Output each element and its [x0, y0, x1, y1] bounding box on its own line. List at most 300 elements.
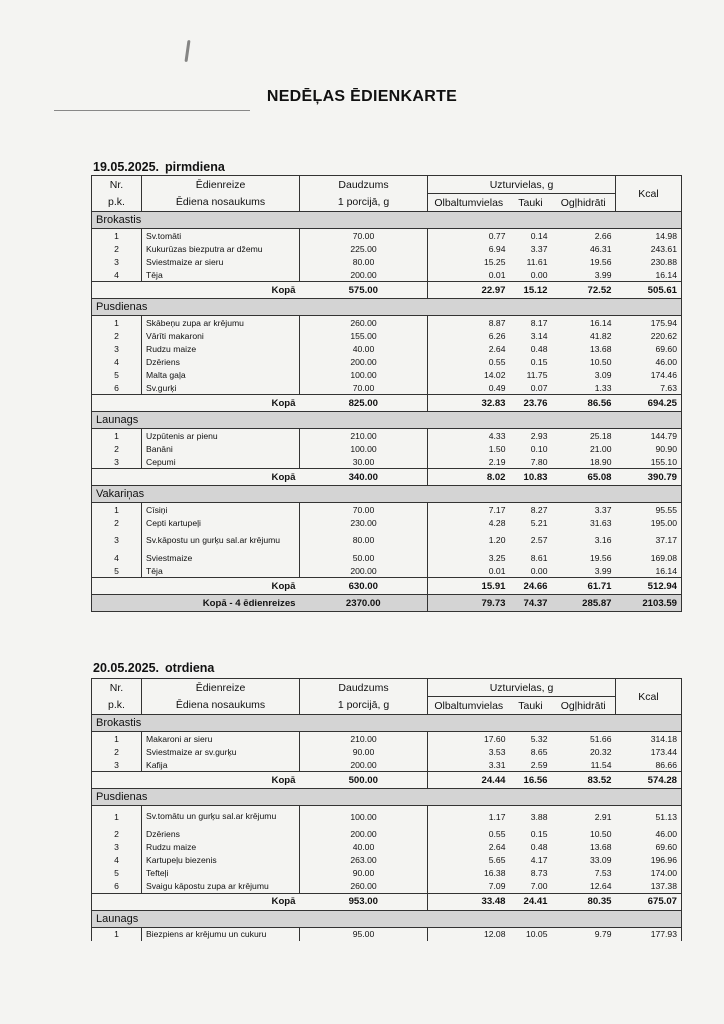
total-qty: 340.00 [300, 469, 428, 486]
item-protein: 0.77 [428, 229, 510, 243]
item-name: Sv.tomāti [142, 229, 300, 243]
total-kcal: 675.07 [616, 893, 682, 910]
item-protein: 3.31 [428, 758, 510, 772]
item-carbs: 10.50 [589, 356, 612, 367]
table-row [92, 355, 682, 368]
item-qty: 80.00 [352, 535, 375, 545]
item-qty: 210.00 [350, 733, 377, 744]
col-qty: Daudzums [300, 176, 428, 194]
item-name: Kafija [142, 758, 300, 772]
item-carbs: 46.31 [589, 243, 612, 254]
table-row [92, 368, 682, 381]
item-name: Dzēriens [142, 828, 300, 841]
item-protein: 3.25 [428, 551, 510, 564]
item-qty: 210.00 [350, 430, 377, 441]
item-nr: 2 [114, 243, 119, 254]
item-qty: 70.00 [352, 230, 375, 241]
day-title [93, 661, 214, 675]
item-protein: 6.26 [428, 329, 510, 342]
item-protein: 1.17 [428, 806, 510, 828]
item-fat: 8.73 [530, 868, 548, 878]
item-carbs: 16.14 [589, 317, 612, 328]
item-kcal: 169.08 [650, 552, 677, 563]
item-carbs: 12.64 [589, 881, 612, 891]
item-nr: 6 [114, 382, 119, 393]
item-protein: 4.28 [428, 516, 510, 529]
item-name: Cīsiņi [142, 503, 300, 517]
item-protein: 14.02 [428, 368, 510, 381]
total-qty: 575.00 [300, 282, 428, 299]
col-fat: Tauki [518, 699, 543, 712]
col-meal-sub: Ēdiena nosaukums [142, 194, 300, 212]
item-protein: 5.65 [428, 854, 510, 867]
total-qty: 825.00 [300, 395, 428, 412]
col-qty-sub: 1 porcijā, g [300, 697, 428, 715]
item-name: Sv.kāpostu un gurķu sal.ar krējumu [142, 529, 300, 551]
item-kcal: 137.38 [650, 881, 677, 891]
item-carbs: 21.00 [589, 443, 612, 454]
page-title: NEDĒĻAS ĒDIENKARTE [266, 88, 458, 105]
item-fat: 11.61 [526, 256, 548, 267]
table-row [92, 342, 682, 355]
item-carbs: 3.16 [594, 535, 612, 545]
day-total-qty: 2370.00 [300, 595, 428, 612]
item-fat: 0.15 [530, 356, 548, 367]
item-kcal: 177.93 [650, 929, 677, 939]
item-fat: 8.27 [530, 504, 548, 515]
item-fat: 2.57 [530, 535, 548, 545]
col-qty-sub: 1 porcijā, g [300, 194, 428, 212]
col-protein: Olbaltumvielas [428, 697, 510, 715]
item-kcal: 220.62 [650, 330, 677, 341]
item-fat: 7.00 [530, 881, 548, 891]
table-row [92, 381, 682, 395]
meal-total-row [92, 893, 682, 910]
total-label: Kopā [142, 282, 300, 299]
item-protein: 2.19 [428, 455, 510, 469]
item-carbs: 33.09 [589, 855, 612, 865]
table-row [92, 880, 682, 894]
item-carbs: 13.68 [589, 343, 612, 354]
col-nutrients: Uzturvielas, g [428, 679, 616, 697]
item-qty: 100.00 [350, 369, 377, 380]
item-protein: 7.09 [428, 880, 510, 894]
day-total-protein: 79.73 [428, 595, 510, 612]
item-nr: 5 [114, 369, 119, 380]
menu-table [91, 678, 682, 941]
table-row [92, 841, 682, 854]
day-total-kcal: 2103.59 [616, 595, 682, 612]
item-nr: 1 [114, 317, 119, 328]
item-nr: 4 [114, 552, 119, 563]
col-fat: Tauki [518, 196, 543, 209]
total-carbs: 72.52 [552, 282, 616, 299]
total-label: Kopā [142, 893, 300, 910]
table-row [92, 316, 682, 330]
total-fat: 16.56 [510, 772, 552, 789]
item-fat: 8.61 [530, 552, 548, 563]
item-protein: 1.50 [428, 442, 510, 455]
table-row [92, 516, 682, 529]
item-name: Makaroni ar sieru [142, 732, 300, 746]
item-protein: 16.38 [428, 867, 510, 880]
item-carbs: 2.91 [594, 811, 612, 822]
item-name: Sviestmaize ar sv.gurķu [142, 745, 300, 758]
total-kcal: 512.94 [616, 578, 682, 595]
item-kcal: 314.18 [650, 733, 677, 744]
item-carbs: 3.09 [594, 369, 612, 380]
item-nr: 1 [114, 929, 119, 939]
item-name: Uzpūtenis ar pienu [142, 429, 300, 443]
meal-header: Launags [92, 412, 682, 429]
item-nr: 1 [114, 733, 119, 744]
item-kcal: 155.10 [650, 456, 677, 467]
item-qty: 90.00 [352, 746, 375, 757]
col-nr-sub: p.k. [108, 699, 125, 712]
item-protein: 0.55 [428, 828, 510, 841]
item-protein: 0.49 [428, 381, 510, 395]
item-kcal: 230.88 [650, 256, 677, 267]
total-fat: 24.66 [510, 578, 552, 595]
col-nutrients: Uzturvielas, g [428, 176, 616, 194]
menu-table [91, 175, 682, 612]
table-row [92, 745, 682, 758]
item-fat: 0.48 [530, 842, 548, 852]
meal-header: Brokastis [92, 212, 682, 229]
meal-header: Pusdienas [92, 789, 682, 806]
day-total-label: Kopā - 4 ēdienreizes [142, 595, 300, 612]
item-qty: 100.00 [350, 443, 377, 454]
item-qty: 70.00 [352, 382, 375, 393]
day-weekday: pirmdiena [165, 160, 225, 174]
total-carbs: 86.56 [552, 395, 616, 412]
item-protein: 12.08 [428, 927, 510, 941]
item-nr: 3 [114, 256, 119, 267]
item-name: Sv.tomātu un gurķu sal.ar krējumu [142, 806, 300, 828]
col-nr: Nr. [92, 176, 142, 194]
item-kcal: 16.14 [655, 269, 677, 280]
col-kcal: Kcal [616, 679, 682, 715]
item-protein: 0.01 [428, 564, 510, 578]
item-nr: 2 [114, 443, 119, 454]
item-kcal: 16.14 [655, 565, 677, 576]
item-name: Skābeņu zupa ar krējumu [142, 316, 300, 330]
item-fat: 4.17 [530, 855, 548, 865]
item-carbs: 7.53 [594, 868, 612, 878]
table-row [92, 927, 682, 941]
table-row [92, 429, 682, 443]
item-protein: 8.87 [428, 316, 510, 330]
item-qty: 260.00 [350, 881, 377, 891]
item-name: Tefteļi [142, 867, 300, 880]
item-nr: 4 [114, 356, 119, 367]
item-kcal: 174.46 [650, 369, 677, 380]
item-qty: 225.00 [350, 243, 377, 254]
item-qty: 230.00 [350, 517, 377, 528]
col-nr-sub: p.k. [108, 196, 125, 209]
item-nr: 3 [114, 456, 119, 467]
meal-total-row [92, 395, 682, 412]
day-total-row [92, 595, 682, 612]
total-kcal: 505.61 [616, 282, 682, 299]
item-carbs: 13.68 [589, 842, 612, 852]
item-name: Kartupeļu biezenis [142, 854, 300, 867]
total-carbs: 61.71 [552, 578, 616, 595]
item-fat: 0.15 [530, 829, 548, 839]
item-kcal: 175.94 [650, 317, 677, 328]
item-qty: 200.00 [350, 565, 377, 576]
item-qty: 200.00 [350, 829, 377, 839]
item-carbs: 19.56 [589, 256, 612, 267]
table-row [92, 828, 682, 841]
item-name: Sviestmaize ar sieru [142, 255, 300, 268]
total-carbs: 80.35 [552, 893, 616, 910]
item-fat: 2.59 [530, 759, 548, 770]
total-fat: 15.12 [510, 282, 552, 299]
meal-header: Brokastis [92, 715, 682, 732]
item-fat: 3.37 [530, 243, 548, 254]
total-kcal: 574.28 [616, 772, 682, 789]
total-qty: 953.00 [300, 893, 428, 910]
table-row [92, 455, 682, 469]
meal-header: Vakariņas [92, 486, 682, 503]
item-qty: 70.00 [352, 504, 375, 515]
item-fat: 3.14 [530, 330, 548, 341]
day-total-fat: 74.37 [510, 595, 552, 612]
item-kcal: 37.17 [655, 535, 677, 545]
item-fat: 8.17 [530, 317, 548, 328]
item-qty: 200.00 [350, 269, 377, 280]
item-qty: 100.00 [350, 811, 377, 822]
table-row [92, 564, 682, 578]
item-fat: 2.93 [530, 430, 548, 441]
meal-total-row [92, 282, 682, 299]
item-carbs: 9.79 [594, 929, 612, 939]
item-name: Banāni [142, 442, 300, 455]
item-name: Svaigu kāpostu zupa ar krējumu [142, 880, 300, 894]
total-fat: 10.83 [510, 469, 552, 486]
item-protein: 3.53 [428, 745, 510, 758]
table-row [92, 442, 682, 455]
item-qty: 200.00 [350, 356, 377, 367]
total-protein: 22.97 [428, 282, 510, 299]
table-row [92, 854, 682, 867]
item-fat: 5.32 [530, 733, 548, 744]
item-carbs: 18.90 [589, 456, 612, 467]
item-kcal: 86.66 [655, 759, 677, 770]
col-carbs: Ogļhidrāti [560, 196, 606, 209]
total-protein: 8.02 [428, 469, 510, 486]
item-fat: 0.00 [530, 269, 548, 280]
day-title [93, 160, 225, 174]
item-carbs: 19.56 [589, 552, 612, 563]
total-protein: 15.91 [428, 578, 510, 595]
item-protein: 17.60 [428, 732, 510, 746]
item-carbs: 10.50 [589, 829, 612, 839]
item-protein: 0.01 [428, 268, 510, 282]
table-row [92, 268, 682, 282]
item-nr: 3 [114, 842, 119, 852]
item-protein: 2.64 [428, 342, 510, 355]
col-kcal: Kcal [616, 176, 682, 212]
item-fat: 11.75 [526, 369, 548, 380]
item-fat: 0.14 [530, 230, 548, 241]
item-nr: 5 [114, 565, 119, 576]
item-nr: 2 [114, 517, 119, 528]
item-qty: 90.00 [352, 868, 375, 878]
item-nr: 2 [114, 829, 119, 839]
day-weekday: otrdiena [165, 661, 215, 675]
item-fat: 0.07 [530, 382, 548, 393]
item-fat: 0.10 [530, 443, 548, 454]
item-carbs: 1.33 [594, 382, 612, 393]
header-rule [54, 110, 250, 111]
total-protein: 33.48 [428, 893, 510, 910]
item-nr: 1 [114, 504, 119, 515]
col-carbs: Ogļhidrāti [560, 699, 606, 712]
item-protein: 1.20 [428, 529, 510, 551]
item-name: Kukurūzas biezputra ar džemu [142, 242, 300, 255]
meal-header: Launags [92, 910, 682, 927]
item-kcal: 51.13 [655, 811, 677, 822]
item-nr: 1 [114, 230, 119, 241]
item-carbs: 3.99 [594, 565, 612, 576]
item-fat: 0.48 [530, 343, 548, 354]
item-kcal: 14.98 [655, 230, 677, 241]
item-protein: 0.55 [428, 355, 510, 368]
total-carbs: 65.08 [552, 469, 616, 486]
day-total-carbs: 285.87 [552, 595, 616, 612]
item-name: Sviestmaize [142, 551, 300, 564]
item-name: Tēja [142, 268, 300, 282]
table-row [92, 242, 682, 255]
item-carbs: 20.32 [589, 746, 612, 757]
item-qty: 95.00 [352, 929, 375, 939]
total-label: Kopā [142, 772, 300, 789]
item-fat: 10.05 [525, 929, 548, 939]
item-carbs: 2.66 [594, 230, 612, 241]
item-nr: 4 [114, 269, 119, 280]
total-protein: 32.83 [428, 395, 510, 412]
item-fat: 3.88 [530, 811, 548, 822]
item-qty: 40.00 [352, 842, 375, 852]
item-kcal: 46.00 [655, 356, 677, 367]
item-qty: 30.00 [352, 456, 375, 467]
item-carbs: 51.66 [589, 733, 612, 744]
item-nr: 3 [114, 759, 119, 770]
item-kcal: 195.00 [650, 517, 677, 528]
item-qty: 200.00 [350, 759, 377, 770]
item-name: Rudzu maize [142, 342, 300, 355]
item-name: Rudzu maize [142, 841, 300, 854]
table-row [92, 806, 682, 828]
item-qty: 50.00 [352, 552, 375, 563]
item-nr: 3 [114, 535, 119, 545]
item-fat: 0.00 [530, 565, 548, 576]
table-row [92, 329, 682, 342]
table-row [92, 529, 682, 551]
item-kcal: 90.90 [655, 443, 677, 454]
total-qty: 630.00 [300, 578, 428, 595]
item-nr: 1 [114, 430, 119, 441]
total-label: Kopā [142, 395, 300, 412]
item-name: Tēja [142, 564, 300, 578]
item-fat: 7.80 [530, 456, 548, 467]
total-carbs: 83.52 [552, 772, 616, 789]
pen-mark [184, 40, 190, 62]
item-qty: 155.00 [350, 330, 377, 341]
item-carbs: 41.82 [589, 330, 612, 341]
item-carbs: 3.99 [594, 269, 612, 280]
item-qty: 260.00 [350, 317, 377, 328]
table-row [92, 732, 682, 746]
item-name: Sv.gurķi [142, 381, 300, 395]
item-carbs: 25.18 [589, 430, 612, 441]
table-row [92, 758, 682, 772]
item-nr: 1 [114, 811, 119, 822]
total-label: Kopā [142, 578, 300, 595]
item-qty: 263.00 [350, 855, 377, 865]
item-kcal: 46.00 [655, 829, 677, 839]
item-kcal: 69.60 [655, 842, 677, 852]
item-kcal: 196.96 [650, 855, 677, 865]
total-kcal: 390.79 [616, 469, 682, 486]
col-qty: Daudzums [300, 679, 428, 697]
item-nr: 4 [114, 855, 119, 865]
item-kcal: 243.61 [650, 243, 677, 254]
meal-total-row [92, 772, 682, 789]
item-name: Biezpiens ar krējumu un cukuru [142, 927, 300, 941]
meal-total-row [92, 469, 682, 486]
item-carbs: 11.54 [590, 759, 612, 770]
item-protein: 15.25 [428, 255, 510, 268]
col-nr: Nr. [92, 679, 142, 697]
item-carbs: 3.37 [594, 504, 612, 515]
total-kcal: 694.25 [616, 395, 682, 412]
table-row [92, 551, 682, 564]
item-name: Vārīti makaroni [142, 329, 300, 342]
table-row [92, 503, 682, 517]
total-qty: 500.00 [300, 772, 428, 789]
col-meal: Ēdienreize [142, 176, 300, 194]
col-protein: Olbaltumvielas [428, 194, 510, 212]
item-protein: 4.33 [428, 429, 510, 443]
item-qty: 40.00 [352, 343, 375, 354]
item-nr: 2 [114, 746, 119, 757]
item-carbs: 31.63 [589, 517, 612, 528]
item-nr: 3 [114, 343, 119, 354]
item-name: Dzēriens [142, 355, 300, 368]
item-nr: 5 [114, 868, 119, 878]
item-kcal: 144.79 [650, 430, 677, 441]
day-date: 19.05.2025. [93, 160, 160, 174]
item-kcal: 174.00 [650, 868, 677, 878]
item-protein: 7.17 [428, 503, 510, 517]
col-meal: Ēdienreize [142, 679, 300, 697]
item-fat: 8.65 [530, 746, 548, 757]
total-fat: 23.76 [510, 395, 552, 412]
total-label: Kopā [142, 469, 300, 486]
meal-header: Pusdienas [92, 299, 682, 316]
item-name: Cepumi [142, 455, 300, 469]
table-row [92, 867, 682, 880]
item-nr: 6 [114, 881, 119, 891]
item-name: Cepti kartupeļi [142, 516, 300, 529]
meal-total-row [92, 578, 682, 595]
col-meal-sub: Ēdiena nosaukums [142, 697, 300, 715]
item-nr: 2 [114, 330, 119, 341]
item-kcal: 95.55 [655, 504, 677, 515]
